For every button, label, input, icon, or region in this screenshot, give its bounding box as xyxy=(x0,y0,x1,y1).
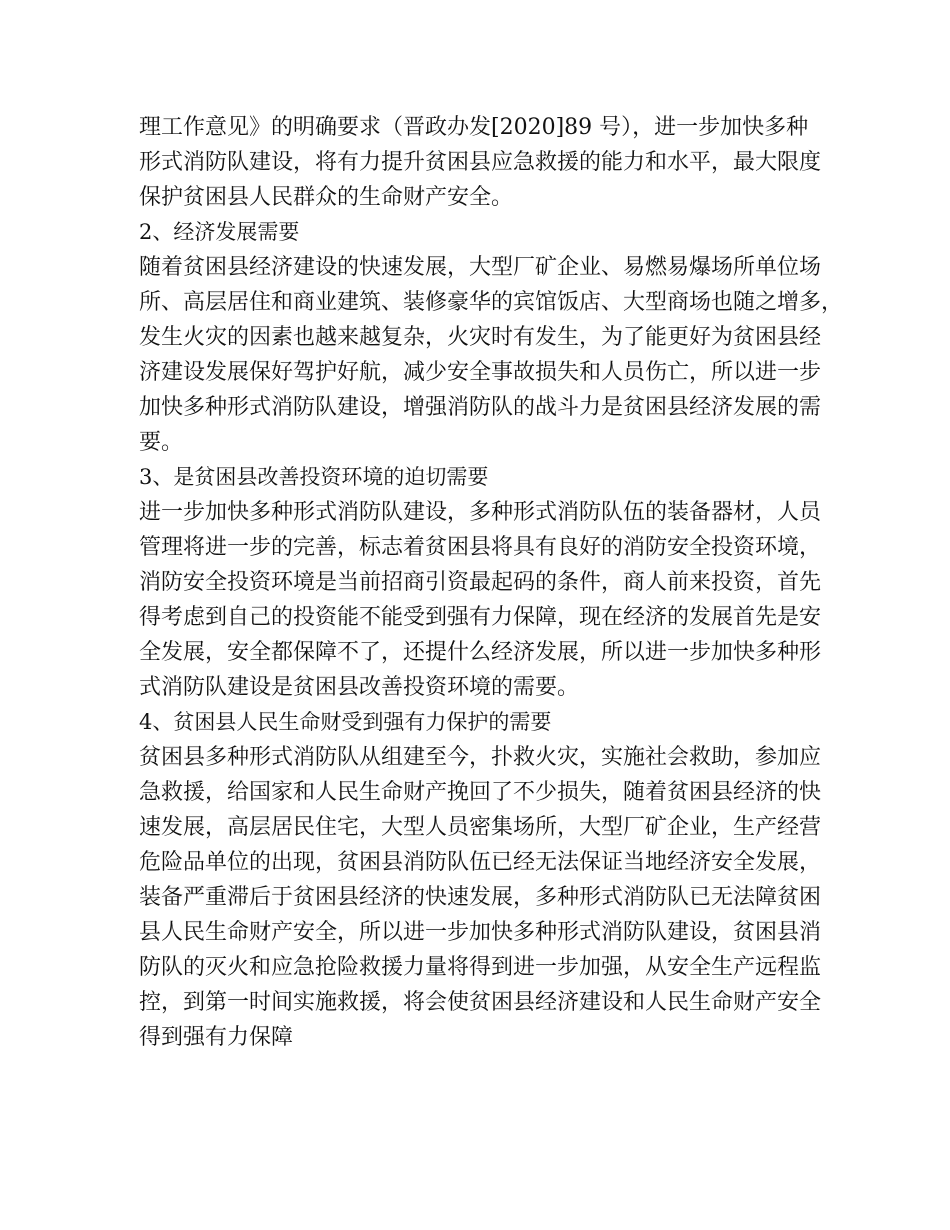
body-text-line: 管理将进一步的完善，标志着贫困县将具有良好的消防安全投资环境， xyxy=(139,535,822,560)
body-text-line: 装备严重滞后于贫困县经济的快速发展，多种形式消防队已无法障贫困 xyxy=(139,885,822,910)
body-text-line: 所、高层居住和商业建筑、装修豪华的宾馆饭店、大型商场也随之增多， xyxy=(139,290,844,315)
body-text-line: 形式消防队建设，将有力提升贫困县应急救援的能力和水平，最大限度 xyxy=(139,150,822,175)
body-text-line: 危险品单位的出现，贫困县消防队伍已经无法保证当地经济安全发展， xyxy=(139,850,822,875)
body-text-line: 速发展，高层居民住宅，大型人员密集场所，大型厂矿企业，生产经营 xyxy=(139,815,822,840)
body-text-line: 发生火灾的因素也越来越复杂，火灾时有发生，为了能更好为贫困县经 xyxy=(139,325,822,350)
body-text-line: 随着贫困县经济建设的快速发展，大型厂矿企业、易燃易爆场所单位场 xyxy=(139,255,822,280)
body-text-line: 得到强有力保障 xyxy=(139,1025,294,1050)
body-text-line: 县人民生命财产安全，所以进一步加快多种形式消防队建设，贫困县消 xyxy=(139,920,822,945)
body-text-line: 得考虑到自己的投资能不能受到强有力保障，现在经济的发展首先是安 xyxy=(139,605,822,630)
body-text-line: 保护贫困县人民群众的生命财产安全。 xyxy=(139,185,514,210)
body-text-line: 加快多种形式消防队建设，增强消防队的战斗力是贫困县经济发展的需 xyxy=(139,395,822,420)
section-heading-life-property-protection: 4、贫困县人民生命财受到强有力保护的需要 xyxy=(139,710,552,734)
body-text-line: 消防安全投资环境是当前招商引资最起码的条件，商人前来投资，首先 xyxy=(139,570,822,595)
body-text-line: 控，到第一时间实施救援，将会使贫困县经济建设和人民生命财产安全 xyxy=(139,990,822,1015)
body-text-line: 防队的灭火和应急抢险救援力量将得到进一步加强，从安全生产远程监 xyxy=(139,955,822,980)
body-text-line: 贫困县多种形式消防队从组建至今，扑救火灾，实施社会救助，参加应 xyxy=(139,745,822,770)
body-text-line: 进一步加快多种形式消防队建设，多种形式消防队伍的装备器材，人员 xyxy=(139,500,822,525)
body-text-line: 式消防队建设是贫困县改善投资环境的需要。 xyxy=(139,675,580,700)
body-text-line: 急救援，给国家和人民生命财产挽回了不少损失，随着贫困县经济的快 xyxy=(139,780,822,805)
section-heading-economic-development: 2、经济发展需要 xyxy=(139,220,300,244)
section-heading-investment-environment: 3、是贫困县改善投资环境的迫切需要 xyxy=(139,465,489,489)
body-text-line: 要。 xyxy=(139,430,184,455)
body-text-line: 全发展，安全都保障不了，还提什么经济发展，所以进一步加快多种形 xyxy=(139,640,822,665)
body-text-line: 理工作意见》的明确要求（晋政办发[2020]89 号），进一步加快多种 xyxy=(139,115,809,140)
body-text-line: 济建设发展保好驾护好航，减少安全事故损失和人员伤亡，所以进一步 xyxy=(139,360,822,385)
document-body xyxy=(139,110,844,1055)
